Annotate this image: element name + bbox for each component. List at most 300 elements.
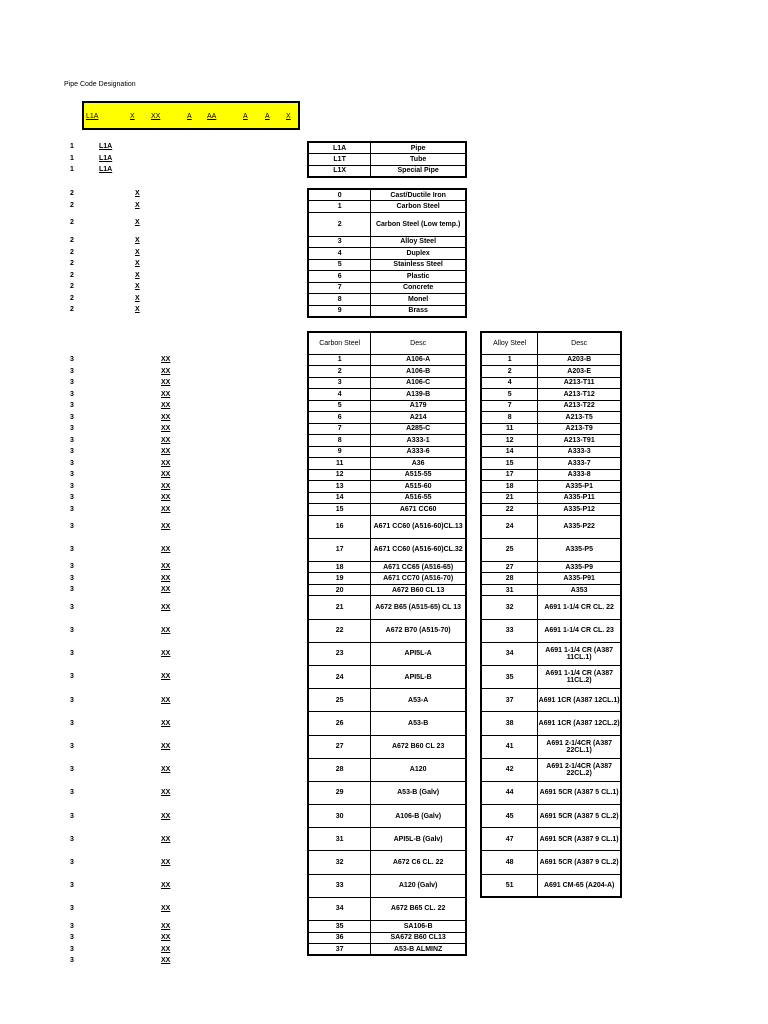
- cell-code: 15: [481, 458, 538, 470]
- cell-code: 29: [308, 781, 371, 804]
- table-row: [481, 366, 621, 378]
- code-part-6: A: [243, 113, 248, 120]
- row-code: XX: [161, 367, 171, 375]
- cell-code: 5: [308, 400, 371, 412]
- table-row: [481, 573, 621, 585]
- table-row: [308, 271, 466, 283]
- cell-code: 9: [308, 446, 371, 458]
- table-row: [308, 354, 466, 366]
- cell-desc: API5L-B (Galv): [371, 828, 466, 851]
- cell-desc: Special Pipe: [371, 165, 466, 177]
- table-row: [308, 619, 466, 642]
- row-number: 3: [70, 522, 74, 530]
- cell-code: 5: [481, 389, 538, 401]
- cell-code: 14: [481, 446, 538, 458]
- table-row: [308, 897, 466, 920]
- cell-code: 33: [481, 619, 538, 642]
- row-code: XX: [161, 471, 171, 478]
- cell-desc: Brass: [371, 305, 466, 317]
- cell-desc: A106-A: [371, 354, 466, 366]
- row-code: X: [135, 248, 140, 256]
- cell-code: 1: [308, 354, 371, 366]
- code-part-7: A: [265, 113, 270, 120]
- row-code: XX: [161, 742, 171, 750]
- cell-code: 38: [481, 712, 538, 735]
- cell-code: 27: [481, 561, 538, 573]
- table-row: [308, 642, 466, 665]
- row-code: L1A: [99, 166, 113, 173]
- row-number: 3: [70, 448, 74, 455]
- table-row: [308, 573, 466, 585]
- cell-desc: A672 B60 CL 13: [371, 584, 466, 596]
- cell-desc: A335-P5: [538, 538, 621, 561]
- cell-code: 20: [308, 584, 371, 596]
- cell-code: 31: [481, 584, 538, 596]
- cell-code: 25: [481, 538, 538, 561]
- cell-code: 15: [308, 504, 371, 516]
- cell-code: 23: [308, 642, 371, 665]
- cell-code: 24: [308, 665, 371, 688]
- cell-code: 26: [308, 712, 371, 735]
- table-row: [481, 561, 621, 573]
- cell-desc: A671 CC60 (A516-60)CL.13: [371, 515, 466, 538]
- cell-code: 17: [481, 469, 538, 481]
- table-row: [308, 458, 466, 470]
- cell-desc: Alloy Steel: [371, 236, 466, 248]
- cell-desc: A106-B (Galv): [371, 805, 466, 828]
- table-row: [481, 851, 621, 874]
- row-code: X: [135, 190, 140, 197]
- cell-desc: A333-6: [371, 446, 466, 458]
- cell-code: 8: [308, 294, 371, 306]
- row-code: XX: [161, 436, 171, 444]
- cell-desc: A691 1CR (A387 12CL.1): [538, 689, 621, 712]
- cell-desc: A120: [371, 758, 466, 781]
- table-row: [308, 248, 466, 260]
- table-row: [481, 412, 621, 424]
- cell-code: 22: [308, 619, 371, 642]
- table-row: [481, 619, 621, 642]
- cell-desc: A671 CC65 (A516-65): [371, 561, 466, 573]
- row-number: 2: [70, 219, 74, 227]
- row-code: XX: [161, 546, 171, 554]
- cell-desc: A213-T11: [538, 377, 621, 389]
- cell-code: 28: [481, 573, 538, 585]
- row-code: XX: [161, 696, 171, 704]
- cell-code: 0: [308, 189, 371, 201]
- row-code: XX: [161, 603, 171, 611]
- cell-desc: A353: [538, 584, 621, 596]
- cell-desc: A106-B: [371, 366, 466, 378]
- row-number: 1: [70, 154, 74, 162]
- cell-desc: A213-T12: [538, 389, 621, 401]
- cell-desc: Carbon Steel (Low temp.): [371, 212, 466, 236]
- code-designation-box: [82, 101, 300, 130]
- row-code: XX: [161, 789, 171, 797]
- table-row: [308, 921, 466, 933]
- table-row: [481, 758, 621, 781]
- table-row: [308, 874, 466, 897]
- cell-desc: Carbon Steel: [371, 201, 466, 213]
- cell-code: 21: [481, 492, 538, 504]
- cell-code: 6: [308, 412, 371, 424]
- row-code: XX: [161, 522, 171, 530]
- cell-desc: A333-8: [538, 469, 621, 481]
- table-row: [481, 435, 621, 447]
- table-header-row: [481, 332, 621, 354]
- row-number: 3: [70, 957, 74, 965]
- cell-desc: Stainless Steel: [371, 259, 466, 271]
- cell-desc: A106-C: [371, 377, 466, 389]
- cell-desc: A671 CC70 (A516-70): [371, 573, 466, 585]
- table-row: [308, 446, 466, 458]
- row-number: 3: [70, 766, 74, 774]
- row-number: 3: [70, 367, 74, 375]
- row-code: XX: [161, 882, 171, 890]
- cell-code: 12: [481, 435, 538, 447]
- row-code: XX: [161, 413, 171, 421]
- table-row: [481, 781, 621, 804]
- cell-code: 11: [308, 458, 371, 470]
- cell-desc: A285-C: [371, 423, 466, 435]
- table-row: [308, 758, 466, 781]
- cell-code: 28: [308, 758, 371, 781]
- table-row: [481, 458, 621, 470]
- table-row: [308, 492, 466, 504]
- cell-code: 2: [308, 366, 371, 378]
- cell-code: 45: [481, 805, 538, 828]
- cell-code: 47: [481, 828, 538, 851]
- cell-desc: A691 2-1/4CR (A387 22CL.2): [538, 758, 621, 781]
- code-part-4: A: [187, 113, 192, 120]
- row-number: 3: [70, 482, 74, 490]
- table-row: [481, 596, 621, 619]
- row-number: 3: [70, 425, 74, 432]
- table-row: [308, 259, 466, 271]
- cell-code: L1A: [308, 142, 371, 154]
- cell-code: 19: [308, 573, 371, 585]
- table-row: [308, 212, 466, 236]
- table-row: [308, 400, 466, 412]
- cell-desc: A213-T5: [538, 412, 621, 424]
- table-row: [308, 851, 466, 874]
- table-row: [481, 874, 621, 897]
- row-number: 2: [70, 248, 74, 256]
- table-row: [308, 165, 466, 177]
- table-row: [308, 481, 466, 493]
- table-row: [308, 377, 466, 389]
- row-number: 3: [70, 563, 74, 571]
- row-code: XX: [161, 858, 171, 866]
- row-code: XX: [161, 425, 171, 432]
- cell-desc: A691 1-1/4 CR CL. 23: [538, 619, 621, 642]
- row-number: 3: [70, 626, 74, 634]
- table-row: [308, 423, 466, 435]
- row-number: 3: [70, 546, 74, 554]
- cell-desc: SA672 B60 CL13: [371, 932, 466, 944]
- cell-desc: Cast/Ductile Iron: [371, 189, 466, 201]
- row-code: XX: [161, 390, 171, 398]
- row-number: 3: [70, 905, 74, 913]
- code-part-3: XX: [151, 113, 161, 120]
- row-code: XX: [161, 812, 171, 820]
- row-code: X: [135, 237, 140, 244]
- table-row: [481, 689, 621, 712]
- row-code: XX: [161, 766, 171, 774]
- cell-code: 7: [308, 282, 371, 294]
- cell-code: 7: [481, 400, 538, 412]
- cell-desc: A691 5CR (A387 5 CL.2): [538, 805, 621, 828]
- row-number: 3: [70, 882, 74, 890]
- table-row: [481, 805, 621, 828]
- cell-desc: A516-55: [371, 492, 466, 504]
- cell-code: 1: [481, 354, 538, 366]
- cell-desc: A203-E: [538, 366, 621, 378]
- row-number: 2: [70, 260, 74, 267]
- cell-desc: A203-B: [538, 354, 621, 366]
- row-number: 2: [70, 201, 74, 209]
- cell-code: 41: [481, 735, 538, 758]
- table-row: [481, 712, 621, 735]
- cell-desc: A53-B: [371, 712, 466, 735]
- cell-code: 5: [308, 259, 371, 271]
- cell-desc: A335-P91: [538, 573, 621, 585]
- cell-code: 14: [308, 492, 371, 504]
- table-row: [481, 492, 621, 504]
- row-code: X: [135, 306, 140, 313]
- row-number: 3: [70, 603, 74, 611]
- cell-desc: A53-B (Galv): [371, 781, 466, 804]
- cell-code: 4: [308, 248, 371, 260]
- material-table: [307, 188, 467, 318]
- cell-desc: A36: [371, 458, 466, 470]
- cell-desc: A53-B ALMINZ: [371, 944, 466, 956]
- row-code: X: [135, 201, 140, 209]
- cell-code: 51: [481, 874, 538, 897]
- cell-code: 27: [308, 735, 371, 758]
- cell-desc: A213-T22: [538, 400, 621, 412]
- table-row: [308, 828, 466, 851]
- cell-desc: SA106-B: [371, 921, 466, 933]
- table-row: [481, 584, 621, 596]
- row-code: XX: [161, 402, 171, 409]
- cell-desc: A672 B65 (A515-65) CL 13: [371, 596, 466, 619]
- row-code: XX: [161, 835, 171, 843]
- row-number: 3: [70, 812, 74, 820]
- row-code: XX: [161, 563, 171, 571]
- table-row: [308, 389, 466, 401]
- table-row: [308, 294, 466, 306]
- cell-desc: Monel: [371, 294, 466, 306]
- cell-code: 33: [308, 874, 371, 897]
- cell-code: 48: [481, 851, 538, 874]
- table-row: [481, 481, 621, 493]
- cell-desc: A691 5CR (A387 9 CL.2): [538, 851, 621, 874]
- table-row: [308, 561, 466, 573]
- cell-desc: A691 CM-65 (A204-A): [538, 874, 621, 897]
- row-number: 3: [70, 436, 74, 444]
- row-number: 2: [70, 271, 74, 279]
- table-row: [481, 515, 621, 538]
- table-row: [481, 377, 621, 389]
- cell-code: 34: [481, 642, 538, 665]
- cell-desc: A691 2-1/4CR (A387 22CL.1): [538, 735, 621, 758]
- row-code: X: [135, 260, 140, 267]
- header-code: Alloy Steel: [481, 332, 538, 354]
- row-number: 3: [70, 586, 74, 594]
- cell-code: L1X: [308, 165, 371, 177]
- row-number: 3: [70, 922, 74, 930]
- cell-code: 3: [308, 377, 371, 389]
- cell-code: 37: [481, 689, 538, 712]
- cell-code: 3: [308, 236, 371, 248]
- row-number: 3: [70, 945, 74, 953]
- cell-desc: A335-P1: [538, 481, 621, 493]
- table-row: [481, 354, 621, 366]
- row-number: 3: [70, 742, 74, 750]
- table-row: [308, 596, 466, 619]
- cell-desc: A333-3: [538, 446, 621, 458]
- table-row: [308, 665, 466, 688]
- code-part-2: X: [130, 113, 135, 120]
- row-code: XX: [161, 934, 171, 942]
- table-row: [308, 944, 466, 956]
- cell-code: 44: [481, 781, 538, 804]
- row-number: 1: [70, 143, 74, 150]
- pipe-type-table: [307, 141, 467, 178]
- table-row: [481, 665, 621, 688]
- cell-desc: A672 C6 CL. 22: [371, 851, 466, 874]
- row-code: L1A: [99, 154, 113, 162]
- table-row: [308, 781, 466, 804]
- cell-code: 16: [308, 515, 371, 538]
- cell-code: 32: [481, 596, 538, 619]
- cell-desc: API5L-B: [371, 665, 466, 688]
- cell-desc: A333-7: [538, 458, 621, 470]
- cell-code: 1: [308, 201, 371, 213]
- cell-code: 42: [481, 758, 538, 781]
- row-number: 2: [70, 237, 74, 244]
- code-part-1: L1A: [86, 113, 99, 120]
- cell-code: 7: [308, 423, 371, 435]
- code-part-8: X: [286, 113, 291, 120]
- row-code: XX: [161, 673, 171, 681]
- cell-desc: A691 1-1/4 CR (A387 11CL.2): [538, 665, 621, 688]
- cell-code: 31: [308, 828, 371, 851]
- cell-code: 21: [308, 596, 371, 619]
- cell-desc: A120 (Galv): [371, 874, 466, 897]
- table-row: [481, 504, 621, 516]
- row-code: XX: [161, 494, 171, 501]
- row-code: XX: [161, 379, 171, 386]
- cell-code: 2: [308, 212, 371, 236]
- row-code: XX: [161, 905, 171, 913]
- cell-desc: A671 CC60 (A516-60)CL.32: [371, 538, 466, 561]
- cell-desc: A691 1-1/4 CR (A387 11CL.1): [538, 642, 621, 665]
- table-row: [308, 932, 466, 944]
- cell-code: 6: [308, 271, 371, 283]
- cell-code: 32: [308, 851, 371, 874]
- cell-code: 4: [308, 389, 371, 401]
- row-code: X: [135, 294, 140, 302]
- row-code: X: [135, 219, 140, 227]
- carbon-steel-table: [307, 331, 467, 956]
- table-row: [308, 435, 466, 447]
- row-number: 2: [70, 283, 74, 290]
- cell-code: 24: [481, 515, 538, 538]
- cell-desc: Pipe: [371, 142, 466, 154]
- cell-desc: A335-P9: [538, 561, 621, 573]
- cell-code: 35: [308, 921, 371, 933]
- row-number: 3: [70, 650, 74, 658]
- cell-desc: API5L-A: [371, 642, 466, 665]
- row-code: XX: [161, 574, 171, 582]
- cell-code: 22: [481, 504, 538, 516]
- row-number: 3: [70, 505, 74, 513]
- table-row: [481, 469, 621, 481]
- row-number: 3: [70, 789, 74, 797]
- cell-desc: Tube: [371, 154, 466, 166]
- row-number: 3: [70, 390, 74, 398]
- cell-code: 2: [481, 366, 538, 378]
- cell-desc: A213-T9: [538, 423, 621, 435]
- cell-desc: A691 1CR (A387 12CL.2): [538, 712, 621, 735]
- table-row: [308, 236, 466, 248]
- row-code: XX: [161, 922, 171, 930]
- cell-code: 30: [308, 805, 371, 828]
- cell-code: 34: [308, 897, 371, 920]
- table-row: [308, 689, 466, 712]
- cell-desc: A672 B65 CL. 22: [371, 897, 466, 920]
- row-number: 3: [70, 719, 74, 727]
- table-row: [481, 735, 621, 758]
- cell-code: 12: [308, 469, 371, 481]
- cell-desc: A179: [371, 400, 466, 412]
- row-number: 2: [70, 294, 74, 302]
- row-code: XX: [161, 626, 171, 634]
- row-code: XX: [161, 448, 171, 455]
- table-row: [308, 515, 466, 538]
- cell-desc: A214: [371, 412, 466, 424]
- cell-desc: A335-P11: [538, 492, 621, 504]
- row-code: XX: [161, 505, 171, 513]
- table-row: [308, 366, 466, 378]
- table-row: [481, 446, 621, 458]
- cell-code: L1T: [308, 154, 371, 166]
- table-row: [308, 584, 466, 596]
- row-code: XX: [161, 650, 171, 658]
- page-title: Pipe Code Designation: [64, 81, 136, 88]
- cell-code: 9: [308, 305, 371, 317]
- row-code: XX: [161, 957, 171, 965]
- row-code: X: [135, 271, 140, 279]
- row-number: 3: [70, 471, 74, 478]
- row-number: 3: [70, 494, 74, 501]
- cell-desc: A691 5CR (A387 5 CL.1): [538, 781, 621, 804]
- table-row: [481, 423, 621, 435]
- cell-desc: Plastic: [371, 271, 466, 283]
- row-code: XX: [161, 356, 171, 363]
- cell-code: 13: [308, 481, 371, 493]
- cell-desc: A691 1-1/4 CR CL. 22: [538, 596, 621, 619]
- table-row: [308, 412, 466, 424]
- row-number: 3: [70, 858, 74, 866]
- row-number: 3: [70, 934, 74, 942]
- table-row: [481, 538, 621, 561]
- table-row: [481, 400, 621, 412]
- row-number: 3: [70, 402, 74, 409]
- table-row: [481, 642, 621, 665]
